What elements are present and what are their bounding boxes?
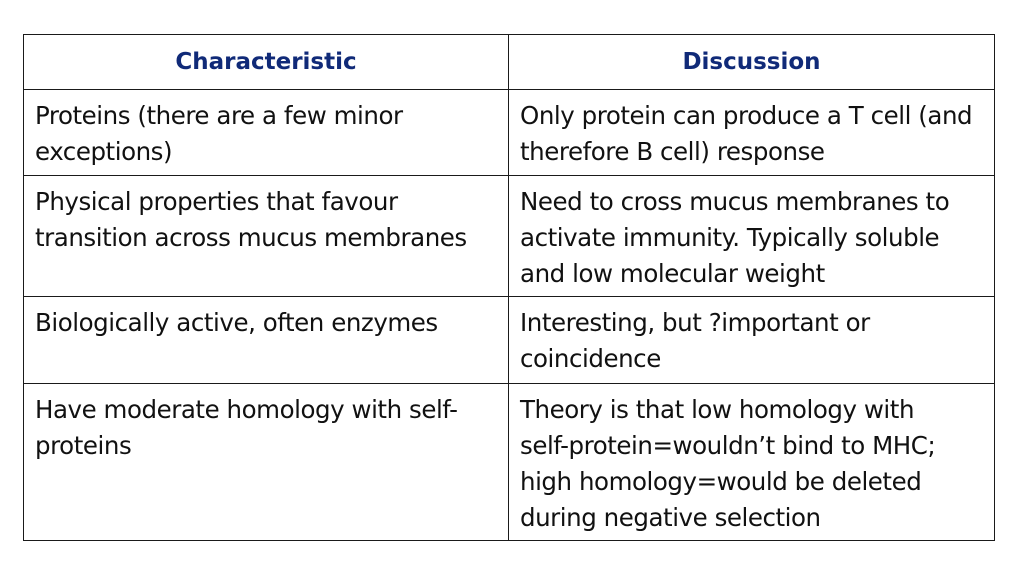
characteristic-text: Biologically active, often enzymes bbox=[35, 308, 438, 337]
characteristic-cell bbox=[24, 384, 509, 541]
discussion-cell bbox=[509, 297, 995, 384]
discussion-text: Need to cross mucus membranes to activate immunity. Typically soluble and low molecular weight bbox=[520, 187, 950, 288]
header-characteristic: Characteristic bbox=[24, 35, 509, 90]
table-header-row bbox=[24, 35, 995, 90]
discussion-cell bbox=[509, 176, 995, 297]
table-row bbox=[24, 297, 995, 384]
table-row bbox=[24, 384, 995, 541]
discussion-text: Theory is that low homology with self-protein=wouldn’t bind to MHC; high homology=would be deleted during negative selection bbox=[520, 395, 936, 532]
discussion-cell bbox=[509, 384, 995, 541]
characteristic-cell bbox=[24, 90, 509, 176]
characteristics-table bbox=[23, 34, 995, 541]
header-discussion: Discussion bbox=[509, 35, 995, 90]
characteristic-text: Have moderate homology with self- proteins bbox=[35, 395, 458, 460]
discussion-cell bbox=[509, 90, 995, 176]
characteristics-table-container bbox=[23, 34, 994, 541]
discussion-text: Interesting, but ?important or coincidence bbox=[520, 308, 870, 373]
characteristic-cell bbox=[24, 297, 509, 384]
table-row bbox=[24, 90, 995, 176]
characteristic-cell bbox=[24, 176, 509, 297]
characteristic-text: Physical properties that favour transition across mucus membranes bbox=[35, 187, 467, 252]
table-row bbox=[24, 176, 995, 297]
discussion-text: Only protein can produce a T cell (and therefore B cell) response bbox=[520, 101, 973, 166]
characteristic-text: Proteins (there are a few minor exceptions) bbox=[35, 101, 403, 166]
